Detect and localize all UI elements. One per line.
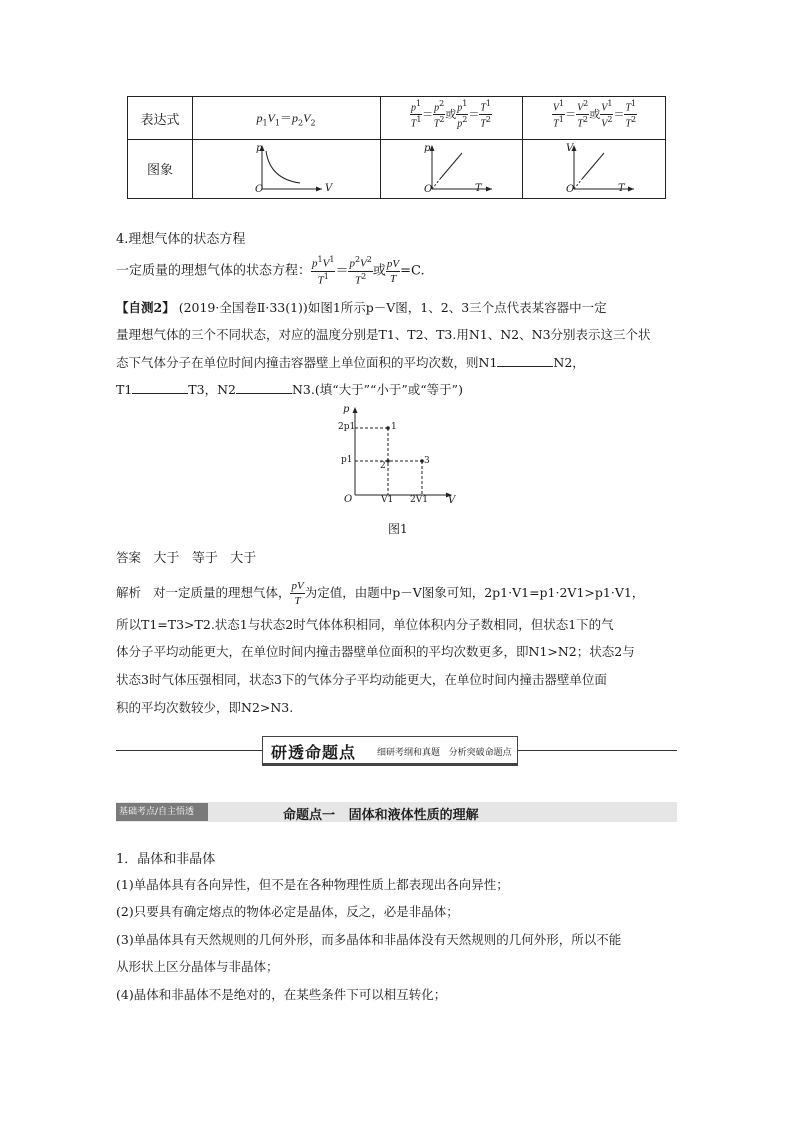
figure-tick-p1: p1	[341, 455, 353, 465]
banner-rule-left	[116, 750, 262, 751]
expression-charles-p: $\frac{p^1}{T^1}$ ＝ $\frac{p^2}{T^2}$ 或 $\frac{p^1}{p^2}$ ＝ $\frac{T^1}{T^2}$	[410, 99, 491, 130]
test-line-1	[116, 298, 607, 316]
answer-line	[116, 547, 256, 566]
banner-rule-right	[518, 750, 677, 751]
graph2-y-label: p	[424, 143, 431, 154]
expression-boyle: $p_1V_1=p_2V_2$	[256, 111, 316, 128]
answer-label: 答案	[116, 550, 142, 565]
test-line-3-b: N2，	[553, 355, 585, 370]
row-label-graph: 图象	[146, 163, 173, 178]
state-equation: 一定质量的理想气体的状态方程： $\frac{p^1V^1}{T^1}$ ＝ $\frac{p^2V^2}{T^2}$ 或 $\frac{pV}{T}$ =C.	[116, 255, 425, 287]
row-label-expression: 表达式	[140, 113, 180, 128]
test-line-3	[116, 353, 585, 371]
figure-tick-v1: V1	[381, 495, 394, 505]
analysis-label: 解析	[116, 585, 142, 600]
answer-blank-1[interactable]	[497, 355, 553, 367]
graph1-y-label: p	[256, 143, 263, 154]
analysis-line-4: 状态3时气体压强相同，状态3下的气体分子平均动能更大，在单位时间内撞击器壁单位面	[116, 672, 607, 687]
point-1: (1)单晶体具有各向异性，但不是在各种物理性质上都表现出各向异性；	[116, 877, 509, 892]
analysis-line-1-b: 为定值，由题中p－V图象可知，2p1·V1=p1·2V1>p1·V1，	[304, 585, 645, 600]
analysis-line-5: 积的平均次数较少，即N2>N3.	[116, 700, 294, 715]
graph2-origin: O	[424, 184, 433, 195]
gas-law-table	[127, 96, 666, 199]
figure-tick-2p1: 2p1	[338, 422, 356, 432]
figure-tick-2v1: 2V1	[410, 495, 428, 505]
figure-point-2: 2	[380, 461, 386, 471]
test-line-2: 量理想气体的三个不同状态，对应的温度分别是T1、T2、T3.用N1、N2、N3分别表示这三个状	[116, 327, 651, 342]
test-line-4-b: T3，N2	[188, 382, 236, 397]
expression-charles-v: $\frac{V^1}{T^1}$ ＝ $\frac{V^2}{T^2}$ 或 $\frac{V^1}{V^2}$ ＝ $\frac{T^1}{T^2}$	[552, 99, 637, 130]
analysis-line-1-a: 对一定质量的理想气体，	[152, 585, 291, 600]
point-3-a: (3)单晶体具有天然规则的几何外形，而多晶体和非晶体没有天然规则的几何外形，所以不能	[116, 932, 622, 947]
figure-point-1: 1	[391, 422, 397, 432]
test-source: (2019·全国卷Ⅱ·33(1))	[178, 300, 308, 315]
figure-x-axis-label: V	[448, 495, 456, 506]
answer-values: 大于 等于 大于	[153, 551, 257, 566]
graph-isochoric	[418, 141, 518, 197]
point-3-b: 从形状上区分晶体与非晶体；	[116, 959, 279, 974]
figure-point-3: 3	[424, 456, 430, 466]
state-equation-or: 或	[372, 263, 386, 279]
figure-origin: O	[344, 494, 353, 505]
topic-tag: 基础考点/自主悟透	[116, 803, 208, 821]
graph3-origin: O	[566, 184, 575, 195]
point-4: (4)晶体和非晶体不是绝对的，在某些条件下可以相互转化；	[116, 987, 447, 1002]
analysis-line-3: 体分子平均动能更大，在单位时间内撞击器壁单位面积的平均次数更多，即N1>N2；状态2与	[116, 644, 635, 659]
figure-y-axis-label: p	[343, 404, 350, 415]
graph3-x-label: T	[618, 183, 625, 194]
test-line-4-c: N3.(填“大于”“小于”或“等于”)	[291, 382, 463, 397]
topic-title: 命题点一 固体和液体性质的理解	[283, 808, 479, 823]
test-line-3-a: 态下气体分子在单位时间内撞击容器壁上单位面积的平均次数，则N1	[116, 355, 498, 370]
figure-caption: 图1	[388, 522, 408, 536]
analysis-line-2: 所以T1=T3>T2.状态1与状态2时气体体积相同，单位体积内分子数相同，但状态1下的气	[116, 617, 614, 632]
answer-blank-3[interactable]	[236, 382, 292, 394]
test-line-4-a: T1	[116, 382, 133, 397]
section4-heading: 4.理想气体的状态方程	[116, 232, 246, 247]
answer-blank-2[interactable]	[132, 382, 188, 394]
graph3-y-label: V	[566, 143, 574, 154]
points-heading: 1．晶体和非晶体	[116, 852, 216, 867]
test-tag: 【自测2】	[116, 300, 175, 315]
point-2: (2)只要具有确定熔点的物体必定是晶体，反之，必是非晶体；	[116, 904, 459, 919]
graph1-origin: O	[255, 184, 264, 195]
graph2-x-label: T	[475, 183, 482, 194]
state-equation-end: =C.	[400, 263, 425, 279]
test-line-1-text: 如图1所示p－V图，1、2、3三个点代表某容器中一定	[307, 300, 607, 315]
graph-isobaric	[560, 141, 660, 197]
section-banner	[262, 736, 518, 766]
test-line-4	[116, 380, 463, 398]
graph1-x-label: V	[325, 183, 333, 194]
state-equation-prefix: 一定质量的理想气体的状态方程：	[116, 263, 312, 279]
banner-subtitle: 细研考纲和真题 分析突破命题点	[377, 748, 512, 758]
banner-title: 研透命题点	[271, 743, 357, 762]
table-divider	[128, 139, 665, 140]
analysis-line-1: 解析 对一定质量的理想气体， $\frac{pV}{T}$ 为定值，由题中p－V图象可知，2p1·V1=p1·2V1>p1·V1，	[116, 580, 645, 607]
